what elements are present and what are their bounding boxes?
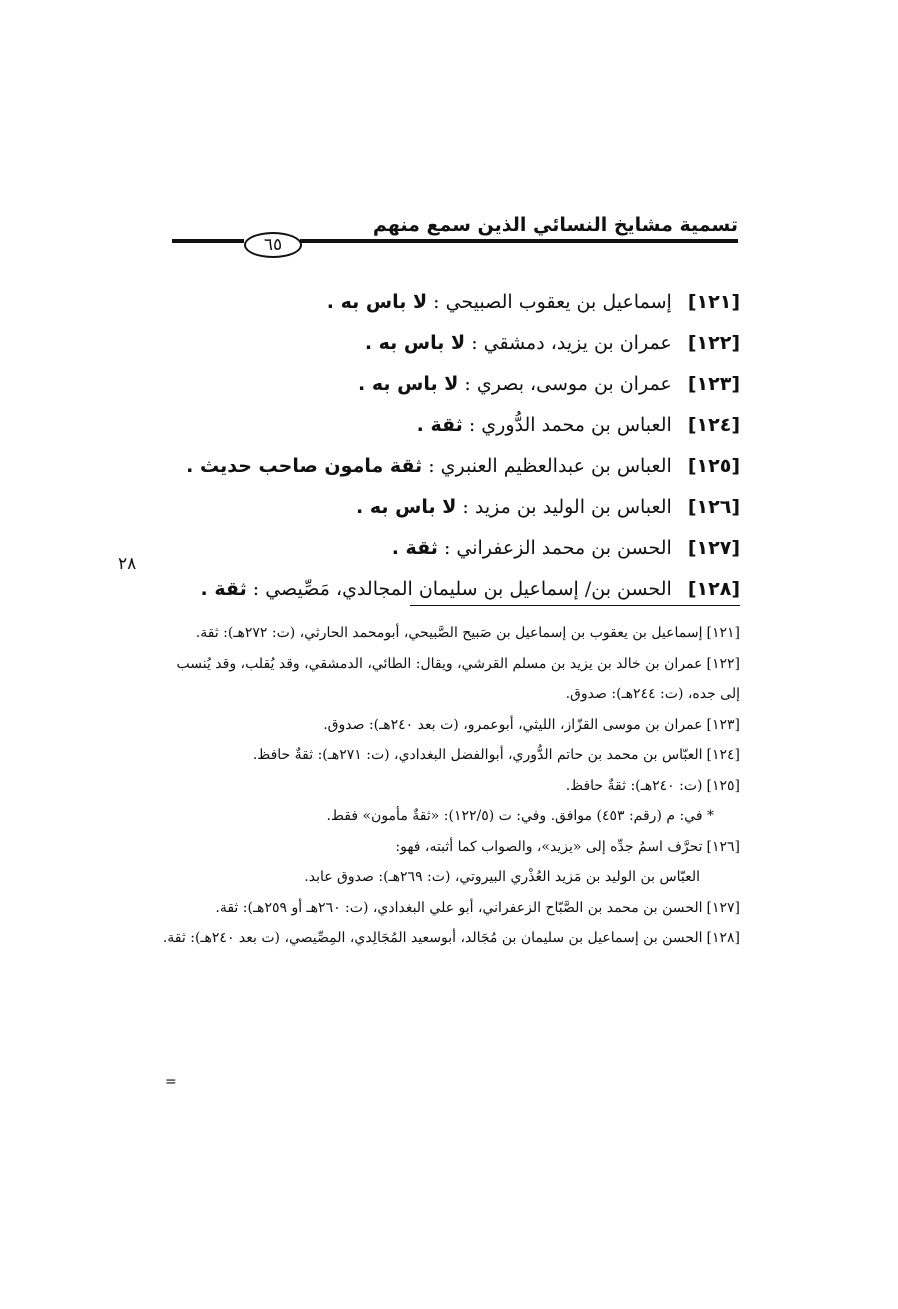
footnote-text: العبّاس بن الوليد بن مَزيد العُذْري البيروتي، (ت: ٢٦٩هـ): صدوق عابد.	[304, 869, 700, 885]
entry-number: [١٢٨]	[687, 578, 740, 600]
rule-line-right	[300, 239, 738, 243]
entry-grade: لا باس به .	[358, 373, 459, 395]
footnotes	[160, 618, 740, 954]
footnote-text: عمران بن خالد بن يزيد بن مسلم القرشي، ويقال: الطائي، الدمشقي، وقد يُقلب، وقد يُنسب إلى جده، (ت: ٢٤٤هـ): صدوق.	[176, 655, 740, 702]
footnote-number: [١٢٧]	[706, 899, 740, 916]
footnote-text: * في: م (رقم: ٤٥٣) موافق. وفي: ت (١٢٢/٥): «ثقةٌ مأمون» فقط.	[326, 808, 714, 824]
entry-number: [١٢٦]	[687, 496, 740, 518]
entry	[180, 323, 740, 364]
entry	[180, 364, 740, 405]
footnote	[160, 740, 740, 771]
page-number: ٦٥	[244, 232, 302, 258]
footnote-number: [١٢٨]	[706, 930, 740, 946]
header-rule	[172, 232, 738, 256]
footnote	[160, 618, 740, 649]
footnote	[160, 649, 740, 710]
footnote-text: تحرَّف اسمُ جدِّه إلى «يزيد»، والصواب كما أثبته، فهو:	[395, 838, 703, 855]
entry-number: [١٢١]	[687, 291, 740, 313]
entry-text: عمران بن موسى، بصري :	[464, 373, 672, 395]
entry	[180, 405, 740, 446]
footnote-number: [١٢٥]	[706, 777, 740, 794]
entry-number: [١٢٤]	[687, 414, 740, 436]
footnote-note	[160, 801, 740, 832]
entry-grade: ثقة .	[416, 414, 463, 436]
entry-text: العباس بن عبدالعظيم العنبري :	[428, 455, 672, 477]
entry	[180, 446, 740, 487]
footnote-text: الحسن بن إسماعيل بن سليمان بن مُجَالد، أبوسعيد المُجَالِدي، المِصِّيصي، (ت بعد ٢٤٠هـ): ثقة.	[162, 930, 703, 946]
entry-grade: ثقة .	[200, 578, 247, 600]
entry	[180, 487, 740, 528]
entry	[180, 528, 740, 569]
entry-grade: لا باس به .	[326, 291, 428, 313]
manuscript-folio-number: ٢٨	[118, 554, 137, 574]
footnote-text: عمران بن موسى القزّاز، الليثي، أبوعمرو، (ت بعد ٢٤٠هـ): صدوق.	[323, 716, 703, 733]
entry-number: [١٢٣]	[687, 373, 740, 395]
entry-grade: لا باس به .	[364, 332, 466, 354]
entry-number: [١٢٧]	[687, 537, 740, 559]
footnote-number: [١٢٢]	[706, 655, 740, 672]
footnote-note	[160, 862, 740, 893]
continuation-mark: =	[165, 1074, 177, 1090]
entries-list	[180, 282, 740, 610]
entry	[180, 569, 740, 610]
footnote	[160, 710, 740, 741]
footnote-text: إسماعيل بن يعقوب بن إسماعيل بن صَبيح الصَّبيحي، أبومحمد الحارثي، (ت: ٢٧٢هـ): ثقة.	[195, 625, 703, 641]
entry-text: إسماعيل بن يعقوب الصبيحي :	[433, 291, 672, 313]
entry-text: العباس بن الوليد بن مزيد :	[462, 496, 672, 518]
footnote-text: الحسن بن محمد بن الصَّبّاح الزعفراني، أبو علي البغدادي، (ت: ٢٦٠هـ أو ٢٥٩هـ): ثقة.	[215, 899, 703, 916]
footnote-text: (ت: ٢٤٠هـ): ثقةٌ حافظ.	[565, 777, 703, 794]
footnote-number: [١٢٤]	[706, 747, 740, 763]
entry-text: الحسن بن محمد الزعفراني :	[443, 537, 672, 559]
entry-number: [١٢٢]	[687, 332, 740, 354]
footnote	[160, 771, 740, 802]
entry-grade: لا باس به .	[356, 496, 457, 518]
footnote	[160, 832, 740, 863]
footnote-number: [١٢١]	[706, 625, 740, 641]
rule-line-left	[172, 239, 244, 243]
running-title: تسمية مشايخ النسائي الذين سمع منهم	[372, 214, 738, 236]
footnote-divider	[410, 605, 740, 606]
entry-text: العباس بن محمد الدُّوري :	[468, 414, 672, 436]
entry-text: عمران بن يزيد، دمشقي :	[471, 332, 672, 354]
entry-number: [١٢٥]	[687, 455, 740, 477]
entry-text: الحسن بن/ إسماعيل بن سليمان المجالدي، مَصِّيصي :	[252, 578, 672, 600]
footnote	[160, 923, 740, 954]
entry-grade: ثقة .	[391, 537, 438, 559]
footnote	[160, 893, 740, 924]
footnote-number: [١٢٣]	[706, 716, 740, 733]
entry-grade: ثقة مامون صاحب حديث .	[186, 455, 423, 477]
footnote-text: العبّاس بن محمد بن حاتم الدُّوري، أبوالفضل البغدادي، (ت: ٢٧١هـ): ثقةٌ حافظ.	[252, 747, 703, 763]
entry	[180, 282, 740, 323]
footnote-number: [١٢٦]	[706, 838, 740, 855]
